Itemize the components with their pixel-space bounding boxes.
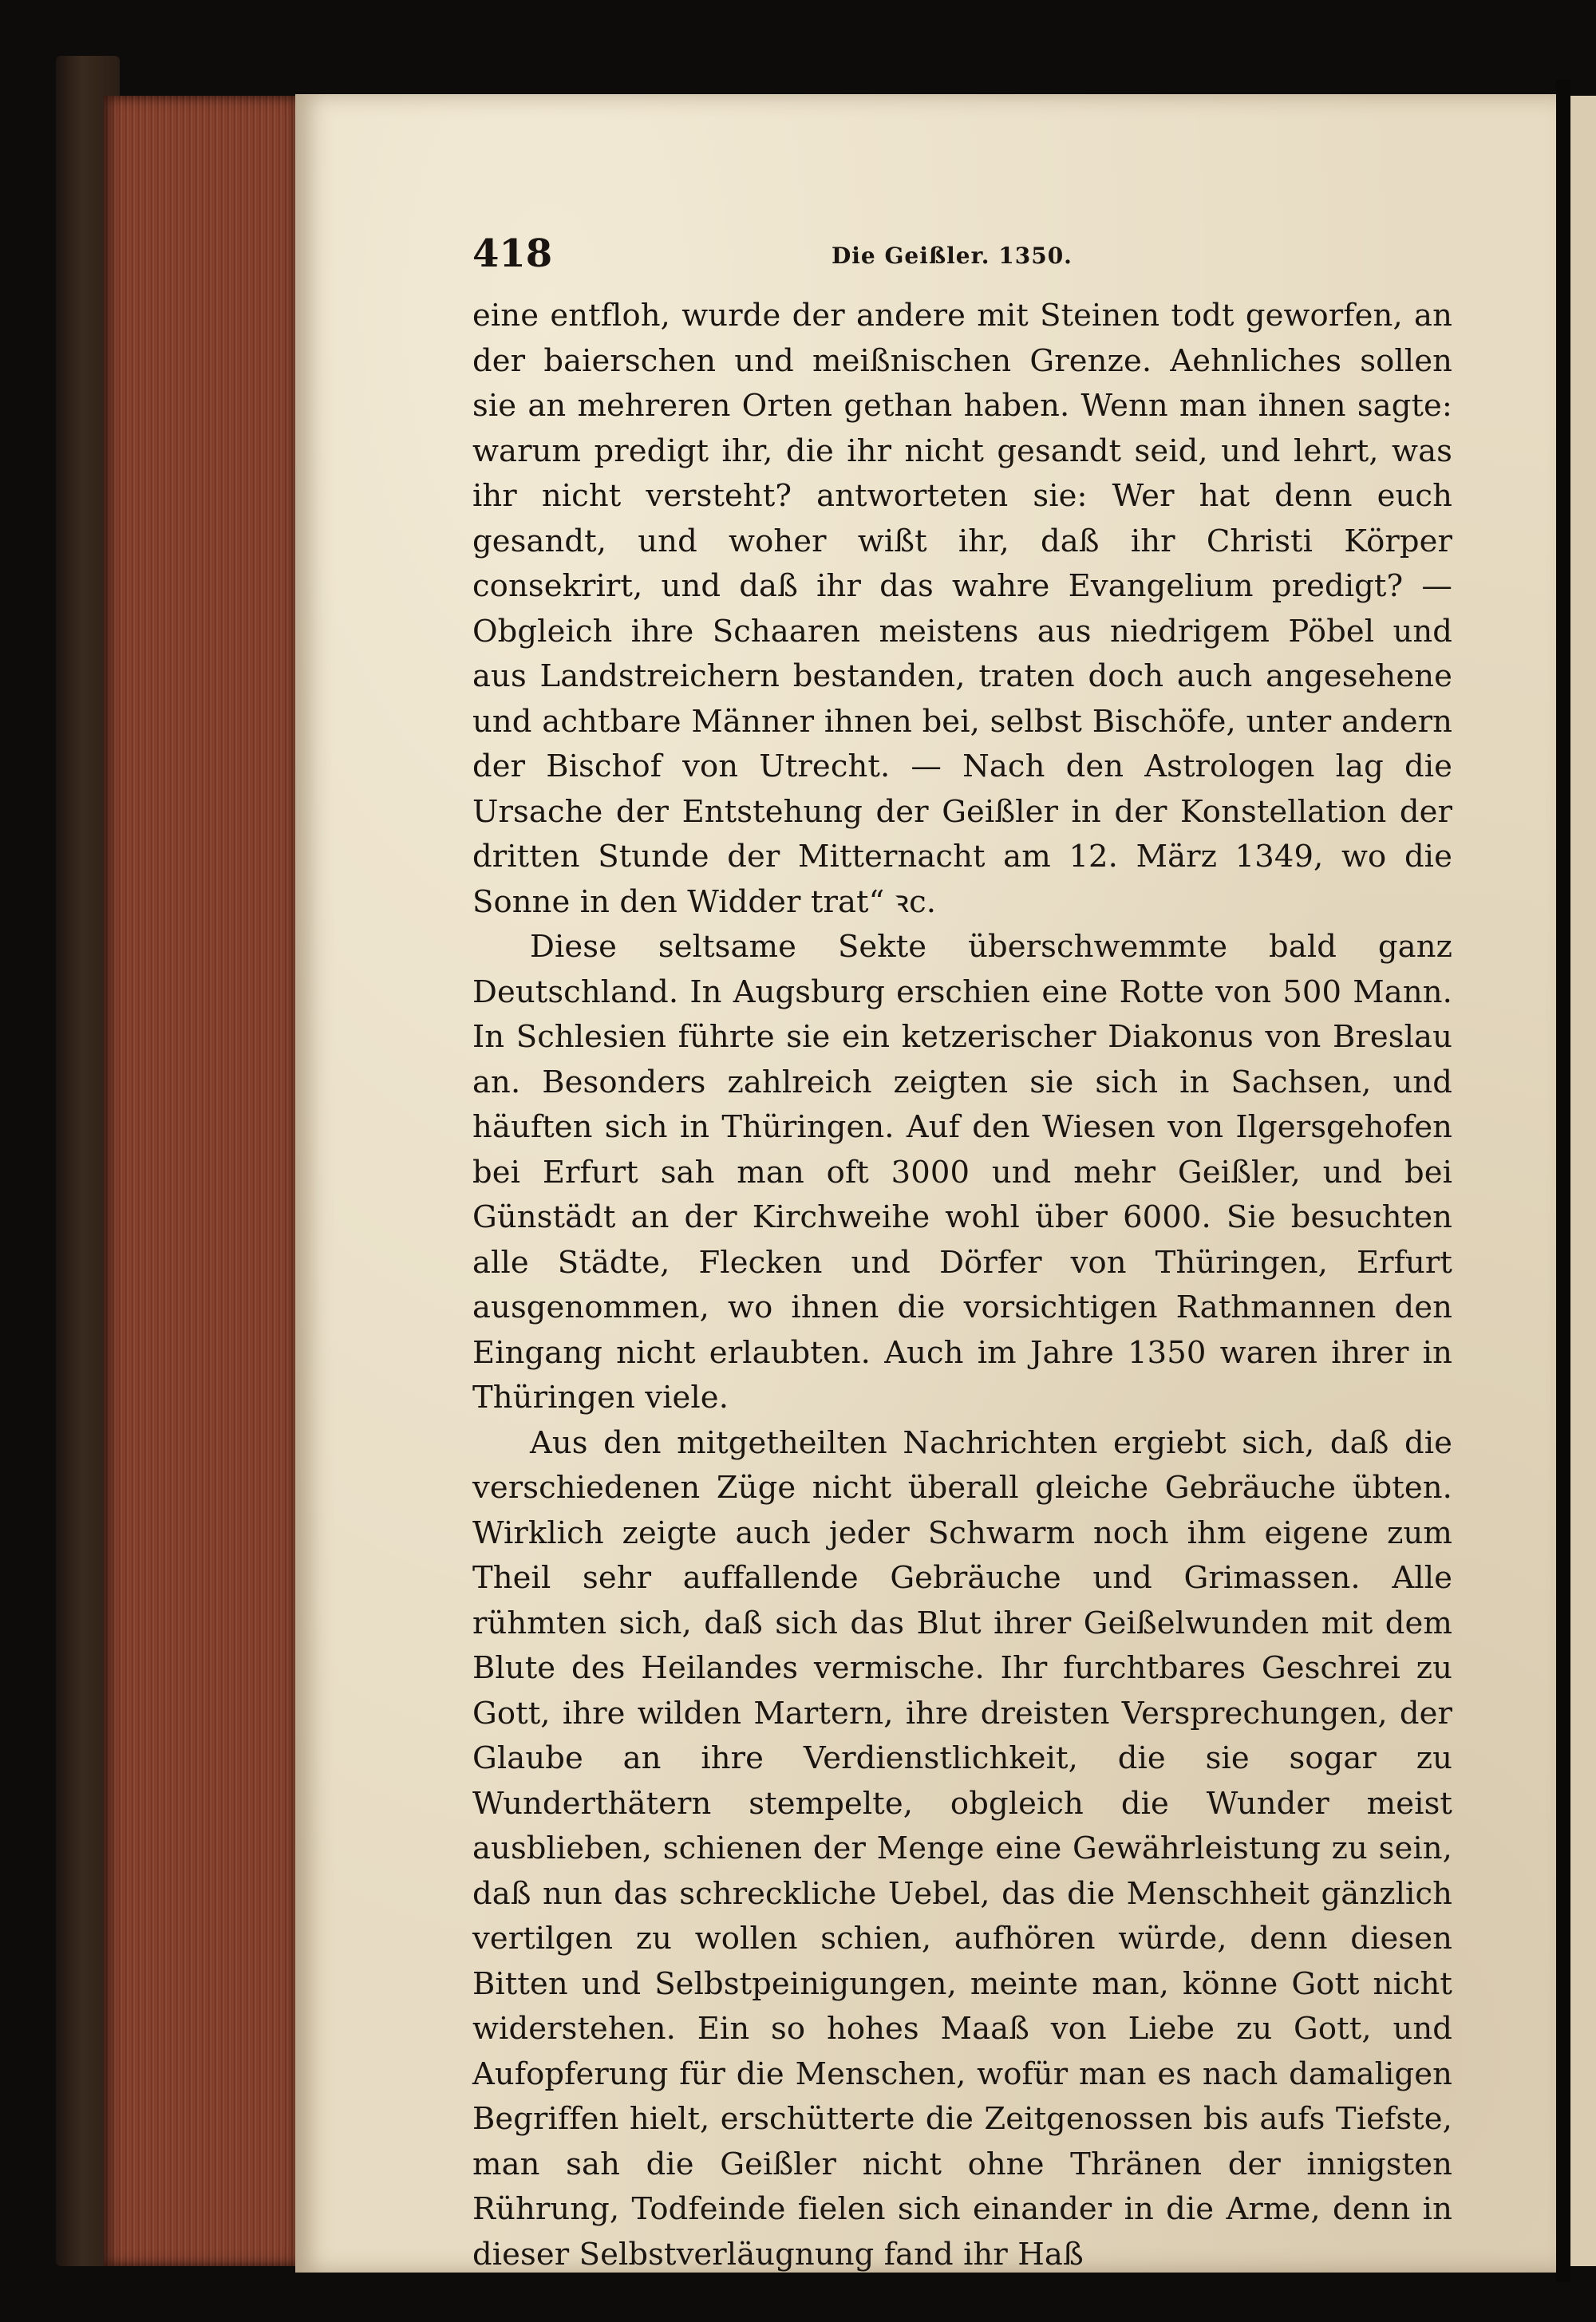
page-content — [472, 230, 1452, 2277]
page-number: 418 — [472, 231, 553, 276]
page-header — [472, 230, 1452, 286]
gutter — [1556, 80, 1570, 2282]
book-page — [295, 94, 1556, 2273]
paragraph: Aus den mitgetheilten Nachrichten ergiebt sich, daß die verschiedenen Züge nicht überall gleiche Gebräuche übten. Wirklich zeigte auch jeder Schwarm noch ihm eigene zum Theil sehr auffallende Gebräuche und Grimassen. Alle rühmten sich, daß sich das Blut ihrer Geißelwunden mit dem Blute des Heilandes vermische. Ihr furchtbares Geschrei zu Gott, ihre wilden Martern, ihre dreisten Versprechungen, der Glaube an ihre Verdienstlichkeit, die sie sogar zu Wunderthätern stempelte, obgleich die Wunder meist ausblieben, schienen der Menge eine Gewährleistung zu sein, daß nun das schreckliche Uebel, das die Menschheit gänzlich vertilgen zu wollen schien, aufhören würde, denn diesen Bitten und Selbstpeinigungen, meinte man, könne Gott nicht widerstehen. Ein so hohes Maaß von Liebe zu Gott, und Aufopferung für die Menschen, wofür man es nach damaligen Begriffen hielt, erschütterte die Zeitgenossen bis aufs Tiefste, man sah die Geißler nicht ohne Thränen der innigsten Rührung, Todfeinde fielen sich einander in die Arme, denn in dieser Selbstverläugnung fand ihr Haß — [472, 1424, 1452, 2273]
paragraph-continued: eine entfloh, wurde der andere mit Steinen todt geworfen, an der baierschen und meißnischen Grenze. Aehnliches sollen sie an mehreren Orten gethan haben. Wenn man ihnen sagte: warum predigt ihr, die ihr nicht gesandt seid, und lehrt, was ihr nicht versteht? antworteten sie: Wer hat denn euch gesandt, und woher wißt ihr, daß ihr Christi Körper consekrirt, und daß ihr das wahre Evangelium predigt? — Obgleich ihre Schaaren meistens aus niedrigem Pöbel und aus Landstreichern bestanden, traten doch auch angesehene und achtbare Männer ihnen bei, selbst Bischöfe, unter andern der Bischof von Utrecht. — Nach den Astrologen lag die Ursache der Entstehung der Geißler in der Konstellation der dritten Stunde der Mitternacht am 12. März 1349, wo die Sonne in den Widder trat“ ꝛc. — [472, 298, 1452, 920]
running-head: Die Geißler. 1350. — [832, 243, 1073, 269]
page-edges — [104, 96, 303, 2266]
body-text — [472, 294, 1452, 2277]
facing-page-edge — [1570, 96, 1596, 2266]
paragraph: Diese seltsame Sekte überschwemmte bald ganz Deutschland. In Augsburg erschien eine Rotte von 500 Mann. In Schlesien führte sie ein ketzerischer Diakonus von Breslau an. Besonders zahlreich zeigten sie sich in Sachsen, und häuften sich in Thüringen. Auf den Wiesen von Ilgersgehofen bei Erfurt sah man oft 3000 und mehr Geißler, und bei Günstädt an der Kirchweihe wohl über 6000. Sie besuchten alle Städte, Flecken und Dörfer von Thüringen, Erfurt ausgenommen, wo ihnen die vorsichtigen Rathmannen den Eingang nicht erlaubten. Auch im Jahre 1350 waren ihrer in Thüringen viele. — [472, 929, 1452, 1416]
